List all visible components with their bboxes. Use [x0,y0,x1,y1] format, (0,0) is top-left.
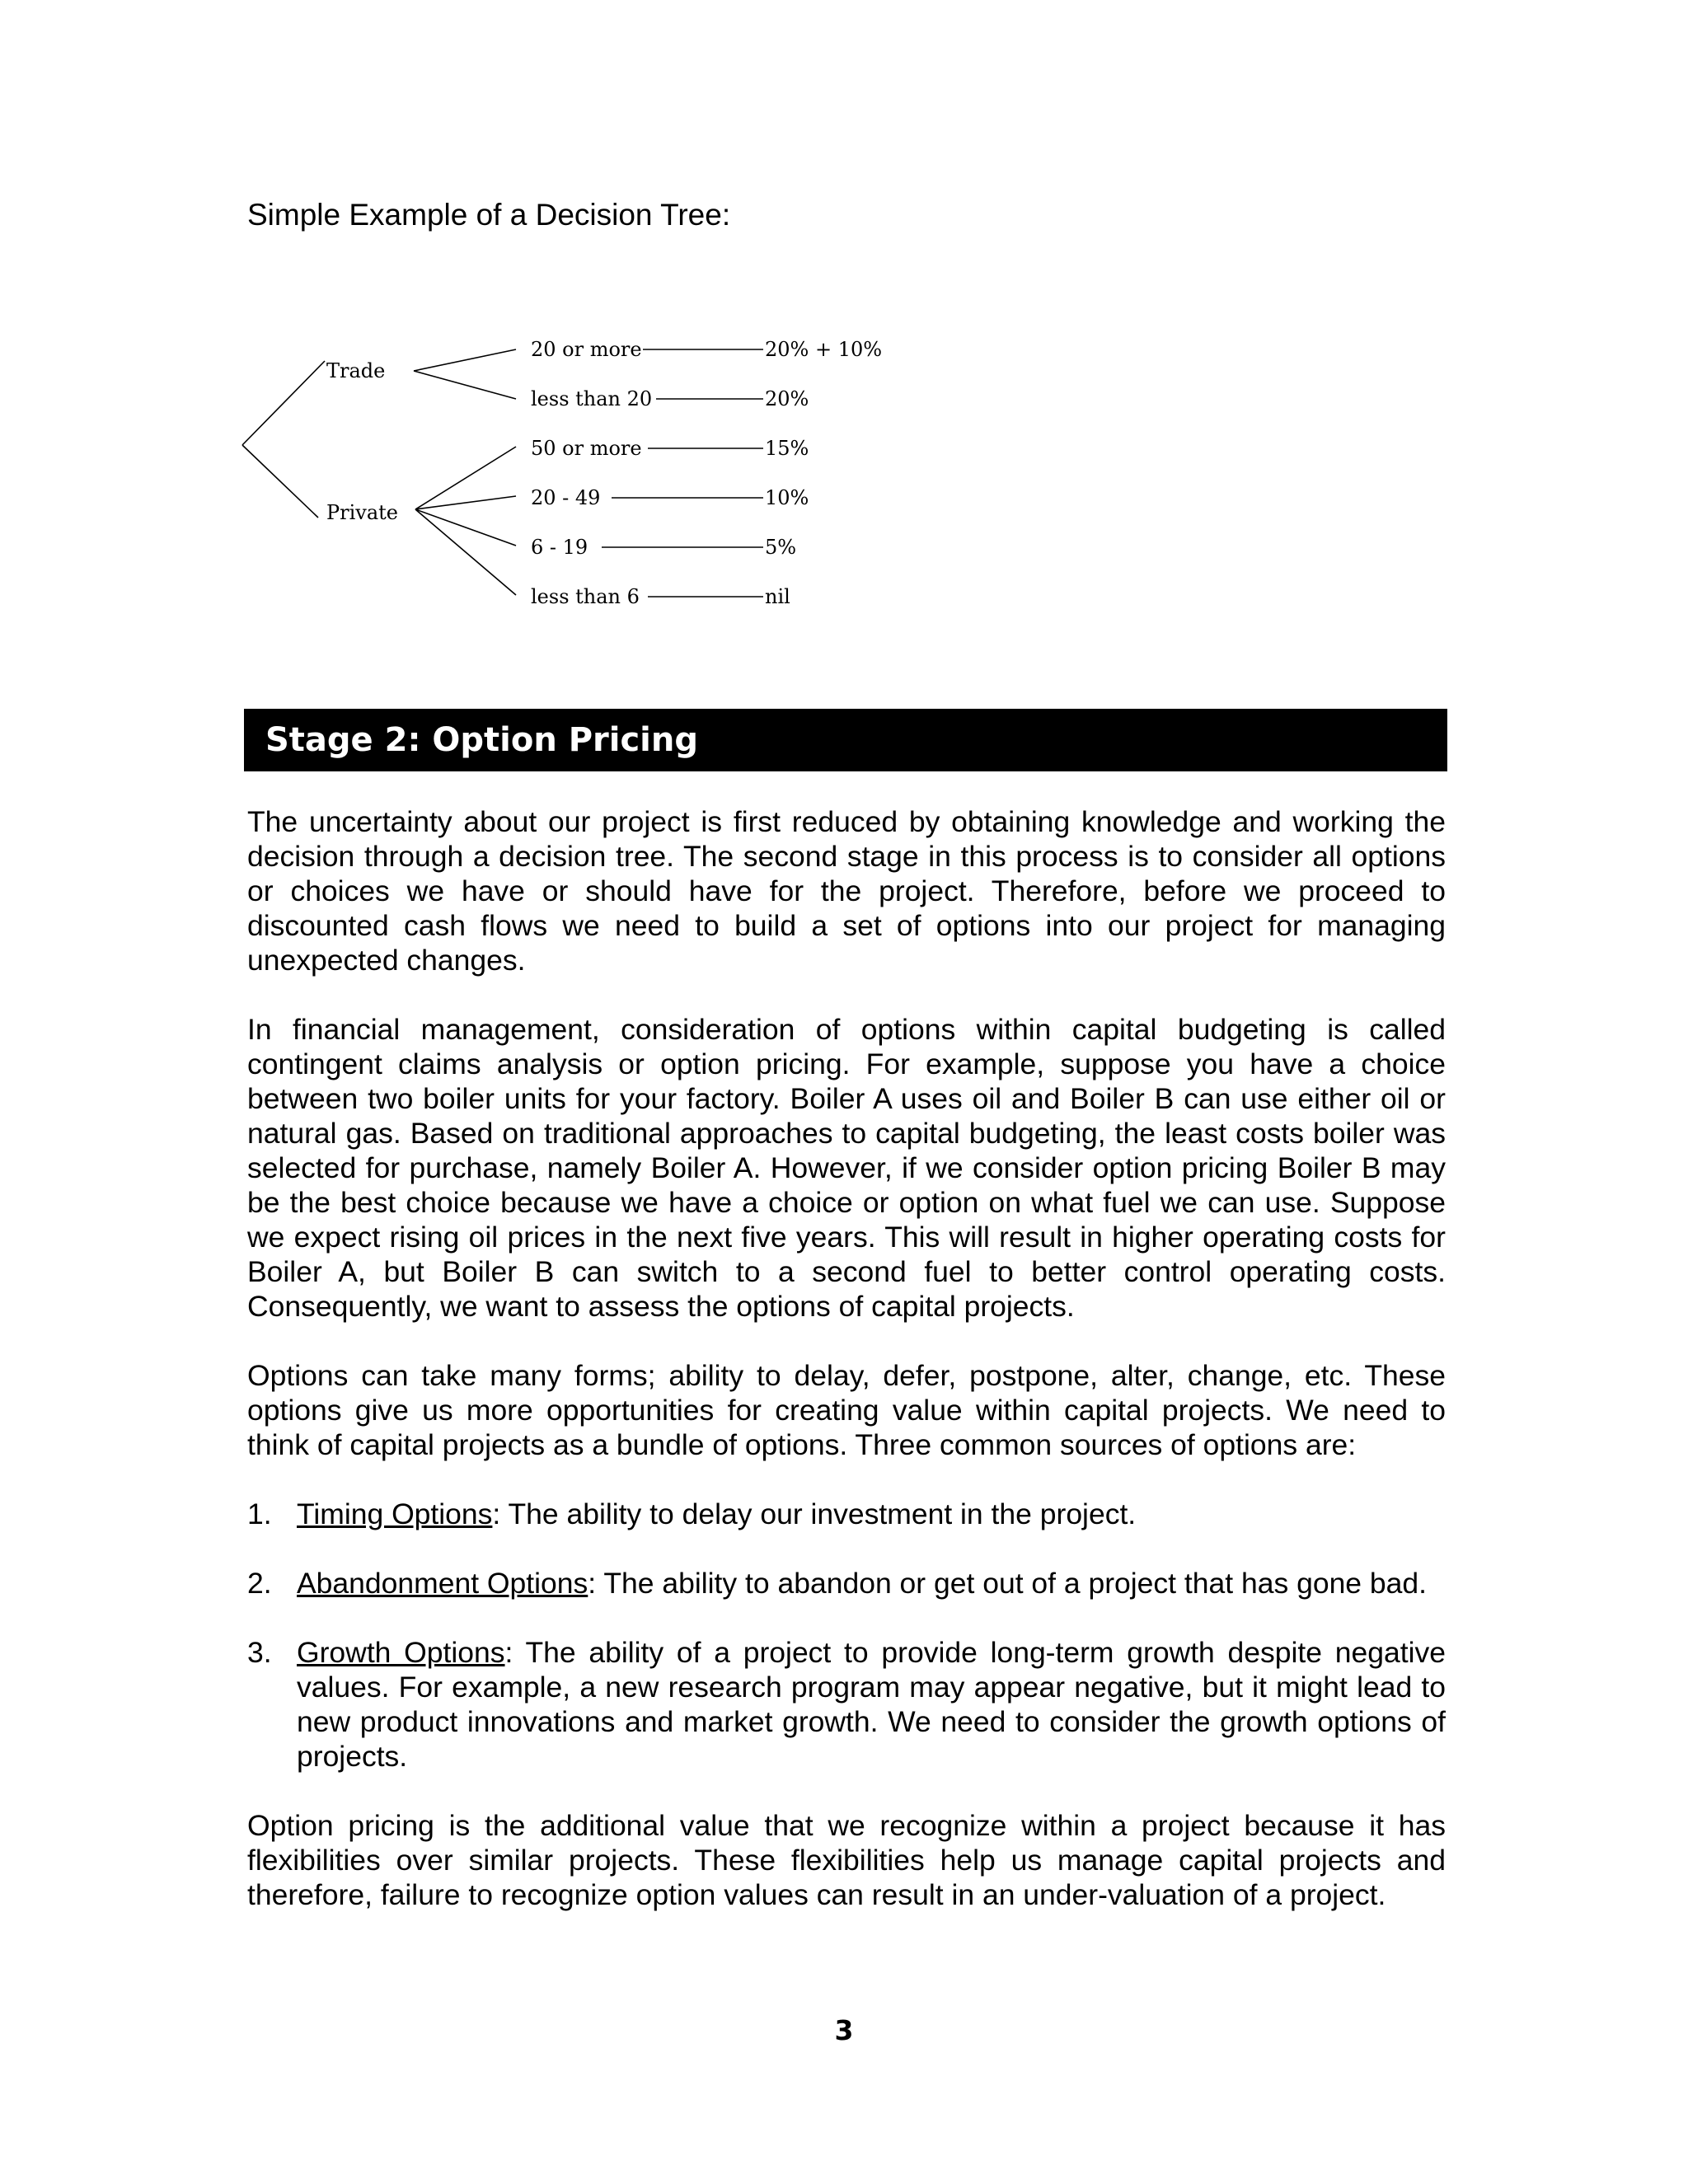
option-description: : The ability of a project to provide long-term growth despite negative values. For example, a new research program may appear negative, but it might lead to new product innovations and market growth. We need to consider the growth options of projects. [297,1636,1446,1773]
list-number: 1. [247,1497,272,1530]
private-node-label: Private [326,501,399,524]
body-text [247,804,1446,1947]
option-term: Timing Options [297,1497,493,1530]
outcome-label: nil [765,585,790,608]
list-number: 2. [247,1567,272,1600]
list-item [247,1635,1446,1774]
condition-label: 50 or more [531,437,642,460]
private-branch-line [415,447,516,509]
outcome-label: 20% + 10% [765,338,883,361]
condition-label: 6 - 19 [531,536,588,559]
condition-label: less than 20 [531,387,653,410]
option-term: Abandonment Options [297,1567,588,1600]
options-list [247,1497,1446,1774]
private-branch-line [415,509,516,546]
option-description: : The ability to delay our investment in the project. [492,1497,1137,1530]
outcome-label: 15% [765,437,809,460]
outcome-label: 20% [765,387,809,410]
option-term: Growth Options [297,1636,505,1669]
private-branch-line [415,496,516,509]
condition-label: 20 - 49 [531,486,601,509]
root-to-private-line [242,445,318,518]
paragraph: The uncertainty about our project is first reduced by obtaining knowledge and working the decision through a decision tree. The second stage in this process is to consider all options or choices we have or should have for the project. Therefore, before we proceed to discounted cash flows we need to build a set of options into our project for managing unexpected changes. [247,805,1446,977]
condition-label: less than 6 [531,585,640,608]
trade-node-label: Trade [326,359,386,382]
root-to-trade-line [242,361,325,445]
trade-branch-line [414,371,516,399]
decision-tree-diagram [231,321,940,626]
list-item [247,1497,1446,1531]
trade-branch-line [414,349,516,371]
outcome-label: 5% [765,536,797,559]
page-number: 3 [834,2014,854,2046]
intro-caption: Simple Example of a Decision Tree: [247,198,731,232]
option-description: : The ability to abandon or get out of a project that has gone bad. [588,1567,1428,1600]
condition-label: 20 or more [531,338,642,361]
outcome-label: 10% [765,486,809,509]
paragraph: In financial management, consideration of options within capital budgeting is called contingent claims analysis or option pricing. For example, suppose you have a choice between two boiler units for your factory. Boiler A uses oil and Boiler B can use either oil or natural gas. Based on traditional approaches to capital budgeting, the least costs boiler was selected for purchase, namely Boiler A. However, if we consider option pricing Boiler B may be the best choice because we have a choice or option on what fuel we can use. Suppose we expect rising oil prices in the next five years. This will result in higher operating costs for Boiler A, but Boiler B can switch to a second fuel to better control operating costs. Consequently, we want to assess the options of capital projects. [247,1013,1446,1323]
section-heading: Stage 2: Option Pricing [265,721,698,759]
list-number: 3. [247,1636,272,1669]
paragraph: Options can take many forms; ability to delay, defer, postpone, alter, change, etc. These options give us more opportunities for creating value within capital projects. We need to think of capital projects as a bundle of options. Three common sources of options are: [247,1359,1446,1461]
closing-paragraph: Option pricing is the additional value that we recognize within a project because it has flexibilities over similar projects. These flexibilities help us manage capital projects and therefore, failure to recognize option values can result in an under-valuation of a project. [247,1809,1446,1911]
private-branch-line [415,509,516,595]
section-banner [244,709,1447,771]
list-item [247,1566,1446,1601]
